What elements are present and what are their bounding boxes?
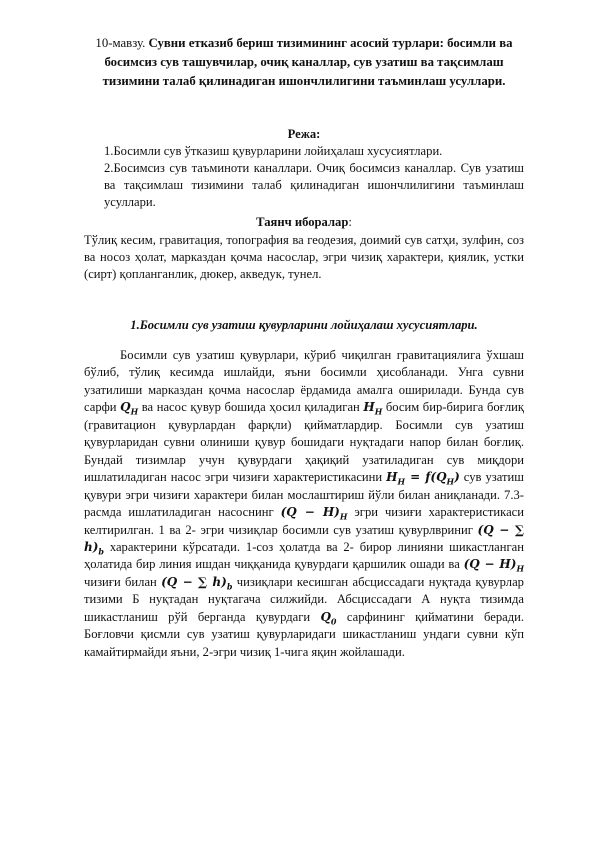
keywords-text: Тўлиқ кесим, гравитация, топография ва геодезия, доимий сув сатҳи, зулфин, соз ва носоз ҳолат, марказдан қочма насослар, эгри чизиқ характери, қиялик, устки (сирт) қопланганлик, дюкер, акведук, тунел. [84, 233, 524, 281]
formula-h-h: $H_H$ [363, 400, 383, 417]
section-title: 1.Босимли сув узатиш қувурларини лойиҳалаш хусусиятлари. [130, 318, 478, 332]
plan-list [104, 143, 524, 211]
body-text-4: сув узатиш қувури эгри чизиғи характери билан мослаштириш йўли билан аниқланади. 7.3-расмда ишлатиладиган насоснинг [84, 470, 524, 520]
body-text-9: сарфининг қийматини беради. Боғловчи қисмли сув узатиш қувурларидаги шикастланиш ундаги сувни кўп камайтирмайди яъни, 2-эгри чизиқ 1-чига яқин жойлашади. [84, 609, 524, 659]
formula-q0: $Q_0$ [320, 609, 337, 627]
plan-item-1: 1.Босимли сув ўтказиш қувурларини лойиҳалаш хусусиятлари. [104, 144, 443, 158]
section-body [84, 347, 524, 661]
formula-q-minus-h: $(Q - H)_H$ [280, 505, 348, 522]
formula-q-minus-sum-h: (Q − ∑ $h)_b$ [84, 522, 525, 557]
formula-q-minus-sum-h-2: (Q − ∑ $h)_b$ [161, 574, 233, 592]
body-text-7: чизиғи билан [84, 574, 162, 589]
keywords-heading-colon: : [348, 215, 352, 229]
plan-heading: Режа: [287, 127, 321, 141]
body-text-5: эгри чизиғи характеристикаси келтирилган. 1 ва 2- эгри чизиқлар босимли сув узатиш қувурлвриниг [84, 505, 524, 537]
body-text-6: характерини кўрсатади. 1-соз ҳолатда ва 2- бирор линияни шикастланган ҳолатида бир линия ишдан чиққанида қувурдаги қаршилик ошади ва [84, 539, 524, 572]
body-text-8: чизиқлари кесишган абсциссадаги нуқтада қувурлар тизими Б нуқтадан нуқтагача силжийди. Абсциссадаги А нуқта тизимда шикастланиш рўй берганда қувурдаги [84, 574, 524, 624]
lecture-title [84, 34, 524, 91]
formula-q-h: $Q_H$ [120, 400, 139, 417]
body-text-2: ва насос қувур бошида ҳосил қиладиган [138, 400, 364, 415]
formula-q-minus-h-2: $(Q - H)_H$ [463, 557, 524, 574]
keywords-heading-text: Таянч иборалар [256, 215, 349, 229]
plan-item-2: 2.Босимсиз сув таъминоти каналлари. Очиқ босимсиз каналлар. Сув узатиш ва тақсимлаш тизимини талаб қилинадиган ишончлилигини таъминлаш усуллари. [104, 161, 524, 209]
body-text-3: босим бир-бирига боғлиқ (гравитацион қувурлардан фарқли) қийматлардир. Босимли сув узатиш қувурларидан сувни олиниши қувур бошидаги нуқтадаги напор билан боғлиқ. Бундай тизимлар учун қувурдаги ҳақиқий узатиладиган сув миқдори ишлатиладиган насос эгри чизиғи характеристикасини [84, 400, 524, 485]
title-lead: 10-мавзу. [95, 36, 149, 50]
keywords-heading [84, 214, 524, 231]
title-topic: Сувни етказиб бериш тизимининг асосий турлари: босимли ва босимсиз сув ташувчилар, очиқ каналлар, сув узатиш ва тақсимлаш тизимини талаб қилинадиган ишончлилигини таъминлаш усуллари. [102, 36, 513, 88]
body-text-1: Босимли сув узатиш қувурлари, кўриб чиқилган гравитациялига ўхшаш бўлиб, тўлиқ кесимда ишлайди, яъни босимли ҳисобланади. Унга сувни узатилиши марказдан қочма насослар ёрдамида амалга оширилади. Бунда сув сарфи [84, 348, 524, 415]
formula-pump-curve: $H_H = f(Q_H)$ [386, 470, 460, 487]
